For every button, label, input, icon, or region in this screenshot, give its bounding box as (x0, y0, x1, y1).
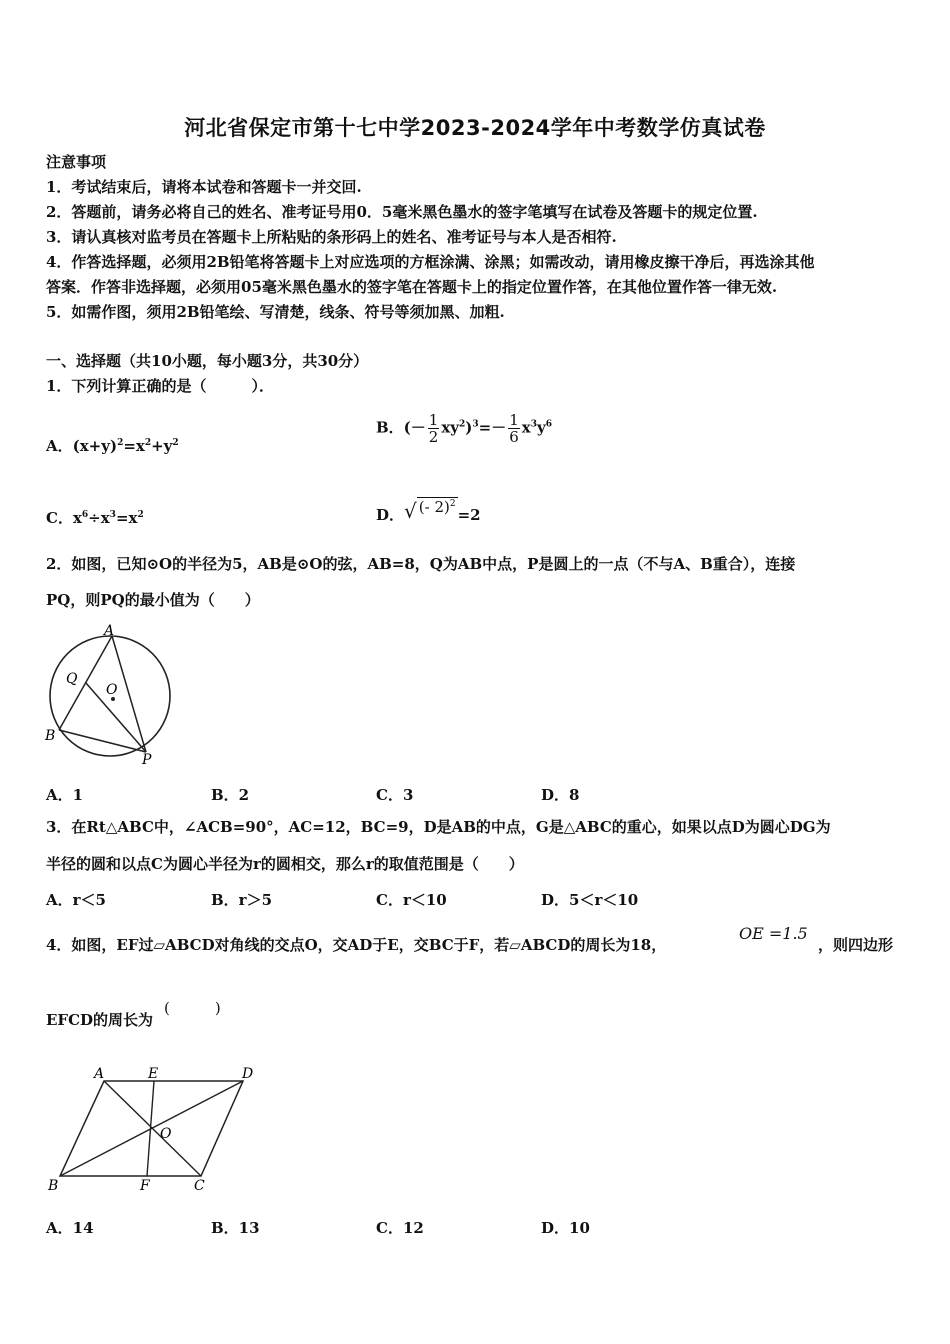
label-a: A (94, 1066, 105, 1082)
label-d: D (242, 1066, 254, 1082)
label-o: O (106, 682, 118, 698)
diagonal-bd (60, 1081, 243, 1176)
q2-option-c: C．3 (376, 786, 414, 804)
q2-line2: PQ，则PQ的最小值为（ ） (46, 591, 260, 609)
note-item: 5．如需作图，须用2B铅笔绘、写清楚，线条、符号等须加黑、加粗. (46, 303, 505, 321)
q4-line1: 4．如图，EF过▱ABCD对角线的交点O，交AD于E，交BC于F，若▱ABCD的周长为18， (46, 936, 667, 954)
fraction: $\frac{1}{6}$ (509, 411, 519, 446)
label-c: C (194, 1178, 205, 1194)
q4-option-c: C．12 (376, 1219, 424, 1237)
note-item: 4．作答选择题，必须用2B铅笔将答题卡上对应选项的方框涂满、涂黑；如需改动，请用橡皮擦干净后，再选涂其他 (46, 253, 815, 271)
label-b: B (45, 728, 56, 744)
q3-line1: 3．在Rt△ABC中，∠ACB=90°，AC=12，BC=9，D是AB的中点，G是△ABC的重心，如果以点D为圆心DG为 (46, 818, 831, 836)
q3-option-a: A．r＜5 (46, 891, 106, 909)
q4-oe-value: OE =1.5 (739, 924, 808, 943)
label-o: O (160, 1126, 172, 1142)
label-p: P (142, 752, 152, 768)
radicand: (- 2)$^2$ (418, 498, 456, 516)
q4-line1-end: ，则四边形 (818, 936, 894, 954)
q4-option-b: B．13 (211, 1219, 260, 1237)
q3-option-d: D．5＜r＜10 (541, 891, 639, 909)
label-a: A (104, 623, 115, 639)
label-b: B (48, 1178, 59, 1194)
q1-stem: 1．下列计算正确的是（ ）． (46, 377, 274, 395)
q4-option-a: A．14 (46, 1219, 94, 1237)
label-q: Q (66, 671, 78, 687)
section-heading: 一、选择题（共10小题，每小题3分，共30分） (46, 352, 369, 370)
q2-line1: 2．如图，已知⊙O的半径为5，AB是⊙O的弦，AB=8，Q为AB中点，P是圆上的一点（不与A、B重合），连接 (46, 555, 796, 573)
q1-option-d: D．√ (- 2)$^2$=2 (376, 498, 481, 524)
q1-option-a: A．$(x+y)^2=x^2+y^2$ (46, 437, 179, 455)
q2-circle-figure (44, 622, 178, 768)
q3-option-c: C．r＜10 (376, 891, 447, 909)
note-item: 答案．作答非选择题，必须用05毫米黑色墨水的签字笔在答题卡上的指定位置作答，在其他位置作答一律无效. (46, 278, 778, 296)
q2-option-b: B．2 (211, 786, 250, 804)
q2-option-a: A．1 (46, 786, 84, 804)
q4-line2: EFCD的周长为 (46, 1011, 154, 1029)
fraction: $\frac{1}{2}$ (428, 411, 439, 446)
sqrt-symbol: √ (404, 499, 417, 523)
q3-option-b: B．r＞5 (211, 891, 273, 909)
notes-heading: 注意事项 (46, 153, 107, 171)
q4-option-d: D．10 (541, 1219, 590, 1237)
q1-option-b: B．(－ $\frac{1}{2}$ $xy^2)^3=-$ $\frac{1}{6}$ $x^3y^6$ (376, 411, 552, 446)
q3-line2: 半径的圆和以点C为圆心半径为r的圆相交，那么r的取值范围是（ ） (46, 855, 524, 873)
note-item: 3．请认真核对监考员在答题卡上所粘贴的条形码上的姓名、准考证号与本人是否相符. (46, 228, 617, 246)
label-f: F (140, 1178, 150, 1194)
q1-option-c: C．$x^6\div x^3=x^2$ (46, 509, 144, 527)
page-title: 河北省保定市第十七中学2023-2024学年中考数学仿真试卷 (184, 116, 766, 140)
q4-answer-paren: ( ) (164, 999, 221, 1017)
q4-parallelogram-figure (44, 1064, 264, 1198)
q2-option-d: D．8 (541, 786, 580, 804)
label-e: E (148, 1066, 159, 1082)
note-item: 2．答题前，请务必将自己的姓名、准考证号用0．5毫米黑色墨水的签字笔填写在试卷及答题卡的规定位置. (46, 203, 758, 221)
note-item: 1．考试结束后，请将本试卷和答题卡一并交回. (46, 178, 362, 196)
segment-bp (59, 730, 146, 752)
